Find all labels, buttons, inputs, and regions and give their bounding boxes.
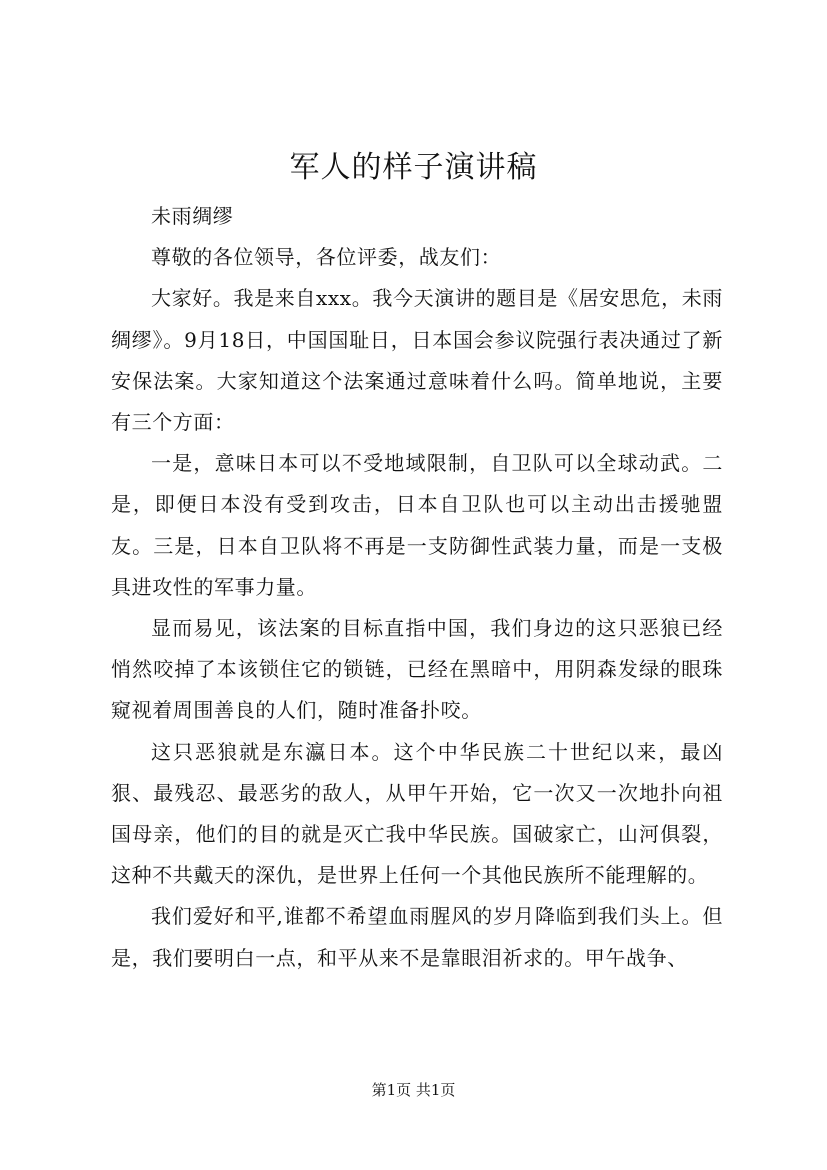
paragraph: 大家好。我是来自xxx。我今天演讲的题目是《居安思危，未雨绸缪》。9月18日，中国国耻日，日本国会参议院强行表决通过了新安保法案。大家知道这个法案通过意味着什么吗。简单地说，主要有三个方面： (111, 286, 723, 435)
document-title: 军人的样子演讲稿 (289, 150, 538, 185)
paragraph: 显而易见，该法案的目标直指中国，我们身边的这只恶狼已经悄然咬掉了本该锁住它的锁链，已经在黑暗中，用阴森发绿的眼珠窥视着周围善良的人们，随时准备扑咬。 (111, 616, 723, 723)
document-body (111, 196, 723, 979)
paragraph-salutation: 尊敬的各位领导，各位评委，战友们： (151, 245, 502, 270)
paragraph-subtitle: 未雨绸缪 (151, 204, 234, 228)
page-footer: 第1页 共1页 (371, 1081, 456, 1099)
paragraph: 这只恶狼就是东瀛日本。这个中华民族二十世纪以来，最凶狠、最残忍、最恶劣的敌人，从甲午开始，它一次又一次地扑向祖国母亲，他们的目的就是灭亡我中华民族。国破家亡，山河俱裂，这种不共戴天的深仇，是世界上任何一个其他民族所不能理解的。 (111, 739, 723, 888)
paragraph: 一是，意味日本可以不受地域限制，自卫队可以全球动武。二是，即便日本没有受到攻击，日本自卫队也可以主动出击援驰盟友。三是，日本自卫队将不再是一支防御性武装力量，而是一支极具进攻性的军事力量。 (111, 451, 723, 599)
paragraph: 我们爱好和平,谁都不希望血雨腥风的岁月降临到我们头上。但是，我们要明白一点，和平从来不是靠眼泪祈求的。甲午战争、 (111, 904, 723, 970)
